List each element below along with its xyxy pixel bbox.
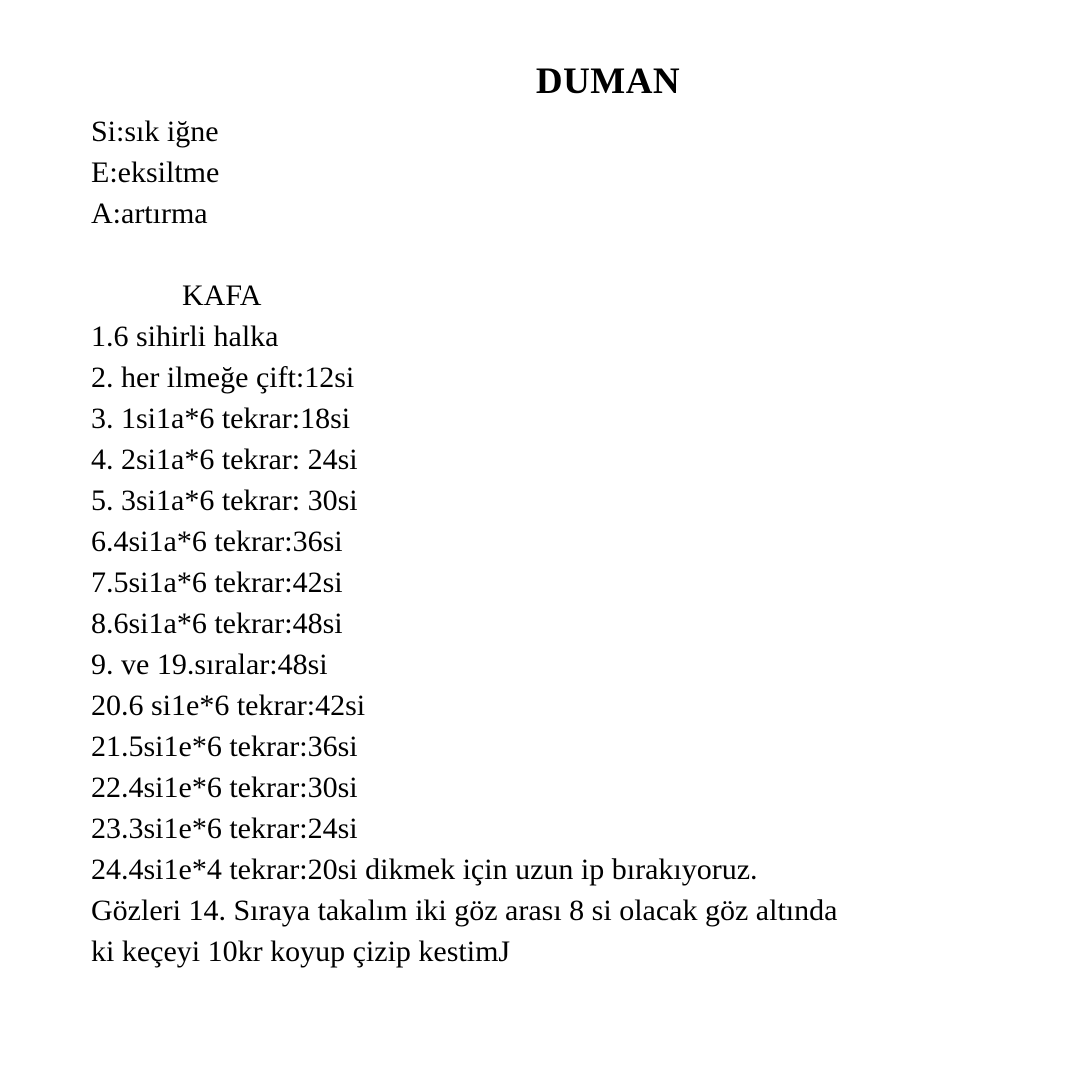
note-line: Gözleri 14. Sıraya takalım iki göz arası 8 si olacak göz altında xyxy=(91,894,838,927)
pattern-row: 6.4si1a*6 tekrar:36si xyxy=(91,525,343,558)
pattern-row: 4. 2si1a*6 tekrar: 24si xyxy=(91,443,358,476)
pattern-row: 20.6 si1e*6 tekrar:42si xyxy=(91,689,366,722)
pattern-row: 5. 3si1a*6 tekrar: 30si xyxy=(91,484,358,517)
pattern-row: 2. her ilmeğe çift:12si xyxy=(91,361,355,394)
pattern-row: 21.5si1e*6 tekrar:36si xyxy=(91,730,358,763)
spacer xyxy=(91,234,1051,275)
document-title: DUMAN xyxy=(535,61,681,102)
pattern-row: 23.3si1e*6 tekrar:24si xyxy=(91,812,358,845)
document-body xyxy=(91,111,1051,972)
pattern-row: 9. ve 19.sıralar:48si xyxy=(91,648,328,681)
pattern-row: 7.5si1a*6 tekrar:42si xyxy=(91,566,343,599)
note-line: ki keçeyi 10kr koyup çizip kestimJ xyxy=(91,935,511,968)
pattern-row: 8.6si1a*6 tekrar:48si xyxy=(91,607,343,640)
pattern-row: 1.6 sihirli halka xyxy=(91,320,279,353)
section-kafa xyxy=(91,275,1051,972)
legend xyxy=(91,111,1051,234)
legend-item-a: A:artırma xyxy=(91,197,208,230)
pattern-row: 24.4si1e*4 tekrar:20si dikmek için uzun ip bırakıyoruz. xyxy=(91,853,758,886)
section-heading: KAFA xyxy=(182,279,262,312)
legend-item-si: Si:sık iğne xyxy=(91,115,219,148)
pattern-row: 3. 1si1a*6 tekrar:18si xyxy=(91,402,351,435)
legend-item-e: E:eksiltme xyxy=(91,156,220,189)
pattern-row: 22.4si1e*6 tekrar:30si xyxy=(91,771,358,804)
